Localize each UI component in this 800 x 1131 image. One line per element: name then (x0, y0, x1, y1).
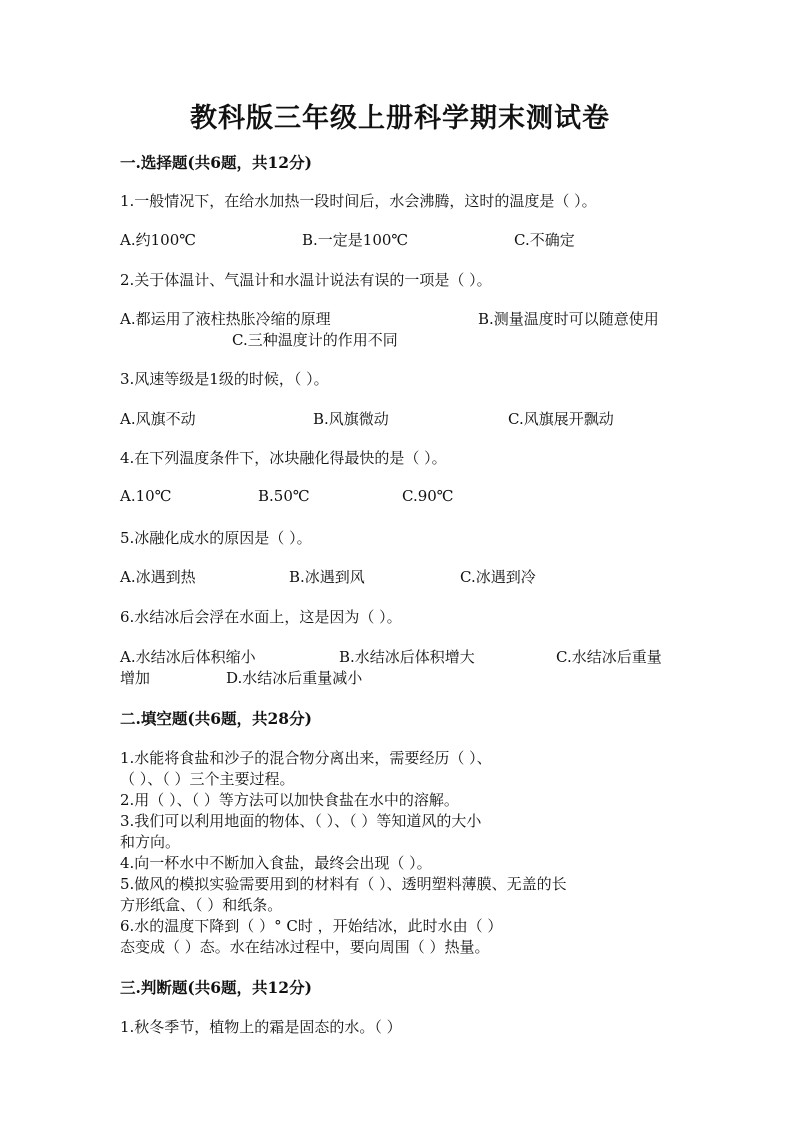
option-a: A.都运用了液柱热胀冷缩的原理 (120, 310, 331, 328)
option-a: A.冰遇到热 (120, 568, 196, 586)
section-heading-judge: 三.判断题(共6题，共12分) (120, 978, 312, 997)
fill-line: 方形纸盒、（ ）和纸条。 (120, 896, 283, 914)
option-c-continued: 增加 (120, 669, 151, 687)
option-c: C.水结冰后重量 (556, 648, 662, 666)
option-a: A.约100℃ (120, 231, 197, 249)
question-text: 2.关于体温计、气温计和水温计说法有误的一项是（ ）。 (120, 271, 492, 289)
fill-line: 4.向一杯水中不断加入食盐，最终会出现（ ）。 (120, 854, 432, 872)
option-c: C.风旗展开飘动 (508, 410, 614, 428)
question-text: 4.在下列温度条件下，冰块融化得最快的是（ ）。 (120, 449, 447, 467)
option-a: A.水结冰后体积缩小 (120, 648, 256, 666)
question-text: 1.一般情况下，在给水加热一段时间后，水会沸腾，这时的温度是（ ）。 (120, 192, 597, 210)
question-text: 5.冰融化成水的原因是（ ）。 (120, 529, 312, 547)
option-c: C.三种温度计的作用不同 (232, 331, 398, 349)
fill-line: 3.我们可以利用地面的物体、（ ）、（ ）等知道风的大小 (120, 812, 482, 830)
fill-line: 5.做风的模拟实验需要用到的材料有（ ）、透明塑料薄膜、无盖的长 (120, 875, 567, 893)
option-b: B.风旗微动 (313, 410, 389, 428)
fill-line: 1.水能将食盐和沙子的混合物分离出来，需要经历（ ）、 (120, 749, 492, 767)
fill-line: （ ）、（ ）三个主要过程。 (120, 770, 295, 788)
fill-line: 态变成（ ）态。水在结冰过程中，要向周围（ ）热量。 (120, 938, 490, 956)
section-heading-fill: 二.填空题(共6题，共28分) (120, 709, 312, 728)
option-a: A.10℃ (120, 487, 172, 505)
question-text: 1.秋冬季节，植物上的霜是固态的水。（ ） (120, 1018, 402, 1036)
option-b: B.测量温度时可以随意使用 (478, 310, 659, 328)
option-c: C.90℃ (402, 487, 454, 505)
fill-line: 2.用（ ）、（ ）等方法可以加快食盐在水中的溶解。 (120, 791, 459, 809)
question-text: 6.水结冰后会浮在水面上，这是因为（ ）。 (120, 608, 402, 626)
fill-line: 和方向。 (120, 833, 181, 851)
option-b: B.冰遇到风 (289, 568, 365, 586)
option-c: C.冰遇到冷 (460, 568, 536, 586)
option-b: B.一定是100℃ (302, 231, 409, 249)
option-b: B.50℃ (258, 487, 310, 505)
option-d: D.水结冰后重量减小 (226, 669, 363, 687)
option-b: B.水结冰后体积增大 (339, 648, 475, 666)
section-heading-choice: 一.选择题(共6题，共12分) (120, 153, 312, 172)
fill-line: 6.水的温度下降到（ ）° C时 ，开始结冰，此时水由（ ） (120, 917, 503, 935)
question-text: 3.风速等级是1级的时候，（ ）。 (120, 370, 329, 388)
option-c: C.不确定 (514, 231, 575, 249)
option-a: A.风旗不动 (120, 410, 196, 428)
page-title: 教科版三年级上册科学期末测试卷 (190, 103, 610, 134)
